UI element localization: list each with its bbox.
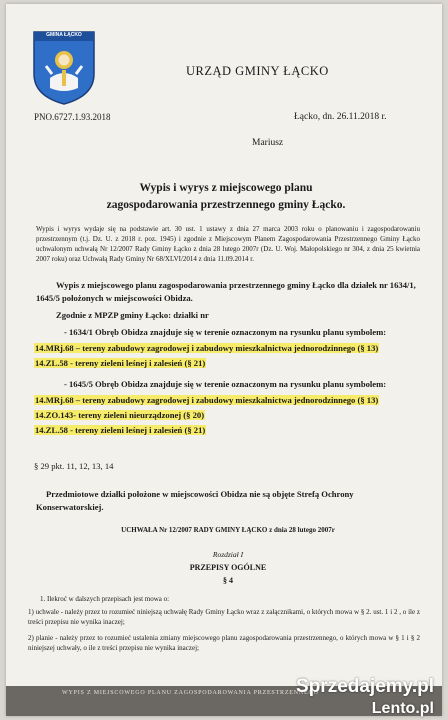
legal-basis-text: Wypis i wyrys wydaje się na podstawie art. 30 ust. 1 ustawy z dnia 27 marca 2003 roku o planowaniu i zagospodarowaniu przestrzennym (t.j. Dz. U. z 2018 r. poz. 1945) i zgodnie z Miejscowym Planem Zagospodarowania Przestrzennego Gminy Łącko uchwalonym uchwałą Nr 12/2007 Rady Gminy Łącko z dnia 28 lutego 2007r (Dz. U. Woj. Małopolskiego nr 304, z dnia 25 kwietnia 2007 roku) oraz Uchwałą Rady Gminy Nr 68/XLVI/2014 z dnia 11.09.2014 r. [36,225,420,263]
footer-text: WYPIS Z MIEJSCOWEGO PLANU ZAGOSPODAROWANIA PRZESTRZENNEGO [62,690,319,696]
parcel1-description: - 1634/1 Obręb Obidza znajduje się w terenie oznaczonym na rysunku planu symbolem: [64,327,387,337]
municipality-crest [32,30,96,106]
parcel2-description: - 1645/5 Obręb Obidza znajduje się w terenie oznaczonym na rysunku planu symbolem: [64,379,387,389]
parcel1-zone-1: 14.MRj.68 – tereny zabudowy zagrodowej i zabudowy mieszkalnictwa jednorodzinnego (§ 13) [35,343,379,353]
section-number: § 4 [223,576,233,585]
parcel2-zone-1: 14.MRj.68 – tereny zabudowy zagrodowej i zabudowy mieszkalnictwa jednorodzinnego (§ 13) [35,395,379,405]
definition-uchwala: 1) uchwale - należy przez to rozumieć niniejszą uchwałę Rady Gminy Łącko wraz z załącznikami, o których mowa w § 2. ust. 1 i 2 , o ile z treści przepisu nie wynika inaczej; [28,608,420,626]
document-page [6,4,442,716]
document-title-line2: zagospodarowania przestrzennego gminy Łącko. [106,199,346,211]
document-title-line1: Wypis i wyrys z miejscowego planu [139,182,313,194]
parcel1-zone-2: 14.ZL.58 - tereny zieleni leśnej i zalesień (§ 21) [35,358,206,368]
crest-shield-icon [32,30,96,106]
recipient-name: Mariusz [252,138,284,148]
office-name: URZĄD GMINY ŁĄCKO [186,64,329,78]
crest-label: GMINA ŁĄCKO [46,32,82,38]
definition-plan: 2) planie - należy przez to rozumieć ustalenia zmiany miejscowego planu zagospodarowania przestrzennego, o których mowa w § 1 i § 2 niniejszej uchwały, o ile z treści przepisu nie wynika inaczej; [28,634,420,652]
watermark-primary: Sprzedajemy.pl [296,676,434,697]
resolution-heading: UCHWAŁA Nr 12/2007 RADY GMINY ŁĄCKO z dnia 28 lutego 2007r [121,526,335,534]
case-signature: PNO.6727.1.93.2018 [34,112,111,122]
chapter-title: PRZEPISY OGÓLNE [189,563,267,572]
parcel2-zone-3: 14.ZL.58 - tereny zieleni leśnej i zalesień (§ 21) [35,425,206,435]
definitions-intro: 1. Ilekroć w dalszych przepisach jest mowa o: [40,595,170,603]
issue-date: Łącko, dn. 26.11.2018 r. [294,112,387,122]
parcel2-zone-2: 14.ZO.143- tereny zieleni nieurządzonej (§ 20) [35,410,205,420]
paragraph-reference: § 29 pkt. 11, 12, 13, 14 [34,461,114,471]
chapter-number: Rozdział I [212,550,244,559]
mpzp-parcels-intro: Zgodnie z MPZP gminy Łącko: działki nr [56,310,209,320]
conservation-note: Przedmiotowe działki położone w miejscowości Obidza nie są objęte Strefą Ochrony Konserwatorskiej. [36,489,354,512]
watermark-secondary: Lento.pl [371,700,434,717]
extract-intro: Wypis z miejscowego planu zagospodarowania przestrzennego gminy Łącko dla działek nr 1634/1, 1645/5 położonych w miejscowości Obidza. [36,280,416,303]
